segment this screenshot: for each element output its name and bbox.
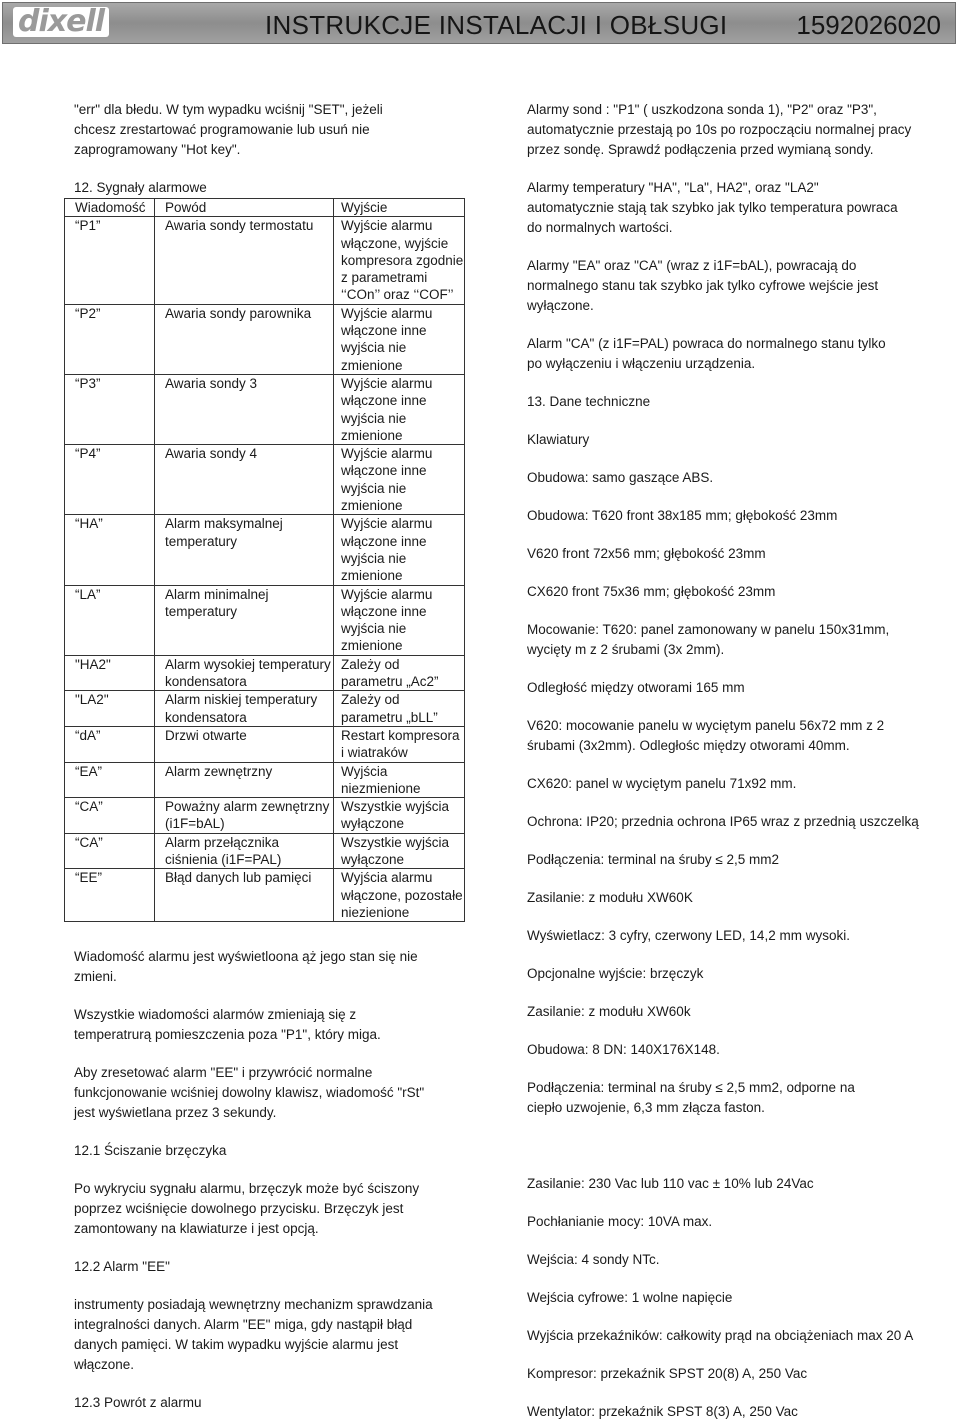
tech-paragraph: Zasilanie: 230 Vac lub 110 vac ± 10% lub 24Vac — [527, 1176, 814, 1191]
output-cell: Wyjścia alarmu włączone, pozostałe niezienione — [334, 869, 465, 922]
message-cell: “dA” — [65, 726, 155, 762]
tech-paragraph: Alarmy "EA" oraz "CA" (wraz z i1F=bAL), powracają do normalnego stanu tak szybko jak tylko cyfrowe wejście jest wyłączone. — [527, 258, 879, 313]
message-cell: “P2” — [65, 304, 155, 374]
table-header-cell: Wyjście — [334, 199, 465, 217]
output-cell: Zależy od parametru „bLL” — [334, 691, 465, 727]
cause-cell: Alarm niskiej temperatury kondensatora — [155, 691, 334, 727]
message-cell: "HA2" — [65, 655, 155, 691]
message-cell: “EA” — [65, 762, 155, 798]
message-cell: “HA” — [65, 515, 155, 585]
tech-paragraph: Opcjonalne wyjście: brzęczyk — [527, 966, 704, 981]
table-row — [65, 445, 465, 515]
cause-cell: Awaria sondy termostatu — [155, 217, 334, 304]
alarm-signals-table — [64, 198, 465, 922]
tech-paragraph: V620 front 72x56 mm; głębokość 23mm — [527, 546, 766, 561]
tech-paragraph: Obudowa: 8 DN: 140X176X148. — [527, 1042, 720, 1057]
buzzer-note: Po wykryciu sygnału alarmu, brzęczyk może być ściszony poprzez wciśnięcie dowolnego przycisku. Brzęczyk jest zamontowany na klawiaturze i jest opcją. — [74, 1181, 420, 1236]
table-header-cell: Powód — [155, 199, 334, 217]
message-cell: “CA” — [65, 833, 155, 869]
output-cell: Wyjścia niezmienione — [334, 762, 465, 798]
tech-paragraph: CX620 front 75x36 mm; głębokość 23mm — [527, 584, 776, 599]
tech-paragraph: Podłączenia: terminal na śruby ≤ 2,5 mm2 — [527, 852, 780, 867]
message-cell: "LA2" — [65, 691, 155, 727]
cause-cell: Awaria sondy 4 — [155, 445, 334, 515]
message-cell: “LA” — [65, 585, 155, 655]
table-header-cell: Wiadomość — [65, 199, 155, 217]
table-header-row — [65, 199, 465, 217]
section-heading-12-2: 12.2 Alarm "EE" — [74, 1259, 170, 1274]
section-heading-12: 12. Sygnały alarmowe — [74, 180, 207, 195]
output-cell: Restart kompresora i wiatraków — [334, 726, 465, 762]
cause-cell: Poważny alarm zewnętrzny (i1F=bAL) — [155, 798, 334, 834]
table-row — [65, 217, 465, 304]
tech-paragraph: Wyświetlacz: 3 cyfry, czerwony LED, 14,2 mm wysoki. — [527, 928, 850, 943]
message-cell: “EE” — [65, 869, 155, 922]
table-row — [65, 374, 465, 444]
cause-cell: Błąd danych lub pamięci — [155, 869, 334, 922]
section-heading-12-1: 12.1 Ściszanie brzęczyka — [74, 1143, 227, 1158]
output-cell: Wyjście alarmu włączone inne wyjścia nie zmienione — [334, 374, 465, 444]
tech-paragraph: Zasilanie: z modułu XW60K — [527, 890, 693, 905]
left-bottom-text — [74, 947, 464, 1413]
message-cell: “P4” — [65, 445, 155, 515]
tech-paragraph: CX620: panel w wyciętym panelu 71x92 mm. — [527, 776, 797, 791]
output-cell: Wyjście alarmu włączone inne wyjścia nie zmienione — [334, 585, 465, 655]
output-cell: Wyjście alarmu włączone inne wyjścia nie zmienione — [334, 445, 465, 515]
tech-paragraph: Zasilanie: z modułu XW60k — [527, 1004, 691, 1019]
table-row — [65, 655, 465, 691]
cause-cell: Awaria sondy 3 — [155, 374, 334, 444]
table-row — [65, 691, 465, 727]
tech-paragraph: Mocowanie: T620: panel zamonowany w panelu 150x31mm, wycięty m z 2 śrubami (3x 2mm). — [527, 622, 890, 657]
tech-paragraph: Alarm "CA" (z i1F=PAL) powraca do normalnego stanu tylko po wyłączeniu i włączeniu urządzenia. — [527, 336, 886, 371]
alarm-messages-note: Wszystkie wiadomości alarmów zmieniają się z temperatrurą pomieszczenia poza "P1", który miga. — [74, 1007, 381, 1042]
tech-paragraph: Obudowa: samo gaszące ABS. — [527, 470, 714, 485]
table-row — [65, 585, 465, 655]
left-column — [74, 100, 474, 198]
table-row — [65, 798, 465, 834]
tech-paragraph: Podłączenia: terminal na śruby ≤ 2,5 mm2, odporne na ciepło uzwojenie, 6,3 mm złącza faston. — [527, 1080, 855, 1115]
output-cell: Wszystkie wyjścia wyłączone — [334, 833, 465, 869]
document-code: 1592026020 — [796, 10, 941, 40]
section-heading-12-3: 12.3 Powrót z alarmu — [74, 1395, 202, 1410]
alarm-display-note: Wiadomość alarmu jest wyświetloona ąż jego stan się nie zmieni. — [74, 949, 418, 984]
cause-cell: Drzwi otwarte — [155, 726, 334, 762]
tech-paragraph: Wyjścia przekaźników: całkowity prąd na obciążeniach max 20 A — [527, 1328, 914, 1343]
cause-cell: Alarm maksymalnej temperatury — [155, 515, 334, 585]
output-cell: Wszystkie wyjścia wyłączone — [334, 798, 465, 834]
tech-paragraph: Wejścia: 4 sondy NTc. — [527, 1252, 660, 1267]
tech-paragraph: Wentylator: przekaźnik SPST 8(3) A, 250 Vac — [527, 1404, 798, 1419]
intro-paragraph: "err" dla błedu. W tym wypadku wciśnij "SET", jeżeli chcesz zrestartować programowanie lub usuń nie zaprogramowany "Hot key". — [74, 102, 383, 157]
tech-paragraph: Obudowa: T620 front 38x185 mm; głębokość 23mm — [527, 508, 838, 523]
tech-paragraph: Ochrona: IP20; przednia ochrona IP65 wraz z przednią uszczelką — [527, 814, 919, 829]
right-column — [527, 100, 927, 1422]
cause-cell: Alarm przełącznika ciśnienia (i1F=PAL) — [155, 833, 334, 869]
ee-alarm-note: instrumenty posiadają wewnętrzny mechanizm sprawdzania integralności danych. Alarm "EE" miga, gdy nastąpił błąd danych pamięci. W takim wypadku wyjście alarmu jest włączone. — [74, 1297, 433, 1372]
tech-paragraph: Wejścia cyfrowe: 1 wolne napięcie — [527, 1290, 733, 1305]
table-row — [65, 304, 465, 374]
tech-paragraph: V620: mocowanie panelu w wyciętym panelu 56x72 mm z 2 śrubami (3x2mm). Odległośc między otworami 40mm. — [527, 718, 885, 753]
dixell-logo — [13, 5, 109, 39]
tech-paragraph: Odległość między otworami 165 mm — [527, 680, 745, 695]
table-row — [65, 762, 465, 798]
tech-paragraph: Kompresor: przekaźnik SPST 20(8) A, 250 Vac — [527, 1366, 808, 1381]
message-cell: “P3” — [65, 374, 155, 444]
output-cell: Wyjście alarmu włączone inne wyjścia nie zmienione — [334, 515, 465, 585]
table-row — [65, 869, 465, 922]
cause-cell: Alarm minimalnej temperatury — [155, 585, 334, 655]
cause-cell: Alarm zewnętrzny — [155, 762, 334, 798]
tech-paragraph: Pochłanianie mocy: 10VA max. — [527, 1214, 713, 1229]
tech-paragraph: Alarmy sond : "P1" ( uszkodzona sonda 1), "P2" oraz "P3", automatycznie przestają po 10s po rozpocząciu normalnej pracy przez sondę. Sprawdź podłączenia przed wymianą sondy. — [527, 102, 912, 157]
output-cell: Wyjście alarmu włączone, wyjście kompresora zgodnie z parametrami ‘‘COn’’ oraz ‘‘COF’’ — [334, 217, 465, 304]
logo-text: dixell — [13, 7, 109, 37]
message-cell: “P1” — [65, 217, 155, 304]
document-title: INSTRUKCJE INSTALACJI I OBŁSUGI — [265, 10, 728, 40]
tech-paragraph: Alarmy temperatury "HA", "La", HA2", oraz "LA2" automatycznie stają tak szybko jak tylko temperatura powraca do normalnych wartości. — [527, 180, 898, 235]
ee-reset-note: Aby zresetować alarm "EE" i przywrócić normalne funkcjonowanie wciśniej dowolny klawisz, wiadomość "rSt" jest wyświetlana przez 3 sekundy. — [74, 1065, 425, 1120]
table-row — [65, 833, 465, 869]
cause-cell: Alarm wysokiej temperatury kondensatora — [155, 655, 334, 691]
cause-cell: Awaria sondy parownika — [155, 304, 334, 374]
page-header — [2, 2, 956, 44]
table-row — [65, 726, 465, 762]
table-row — [65, 515, 465, 585]
output-cell: Zależy od parametru „Ac2” — [334, 655, 465, 691]
tech-paragraph: 13. Dane techniczne — [527, 394, 651, 409]
message-cell: “CA” — [65, 798, 155, 834]
output-cell: Wyjście alarmu włączone inne wyjścia nie zmienione — [334, 304, 465, 374]
tech-paragraph: Klawiatury — [527, 432, 590, 447]
